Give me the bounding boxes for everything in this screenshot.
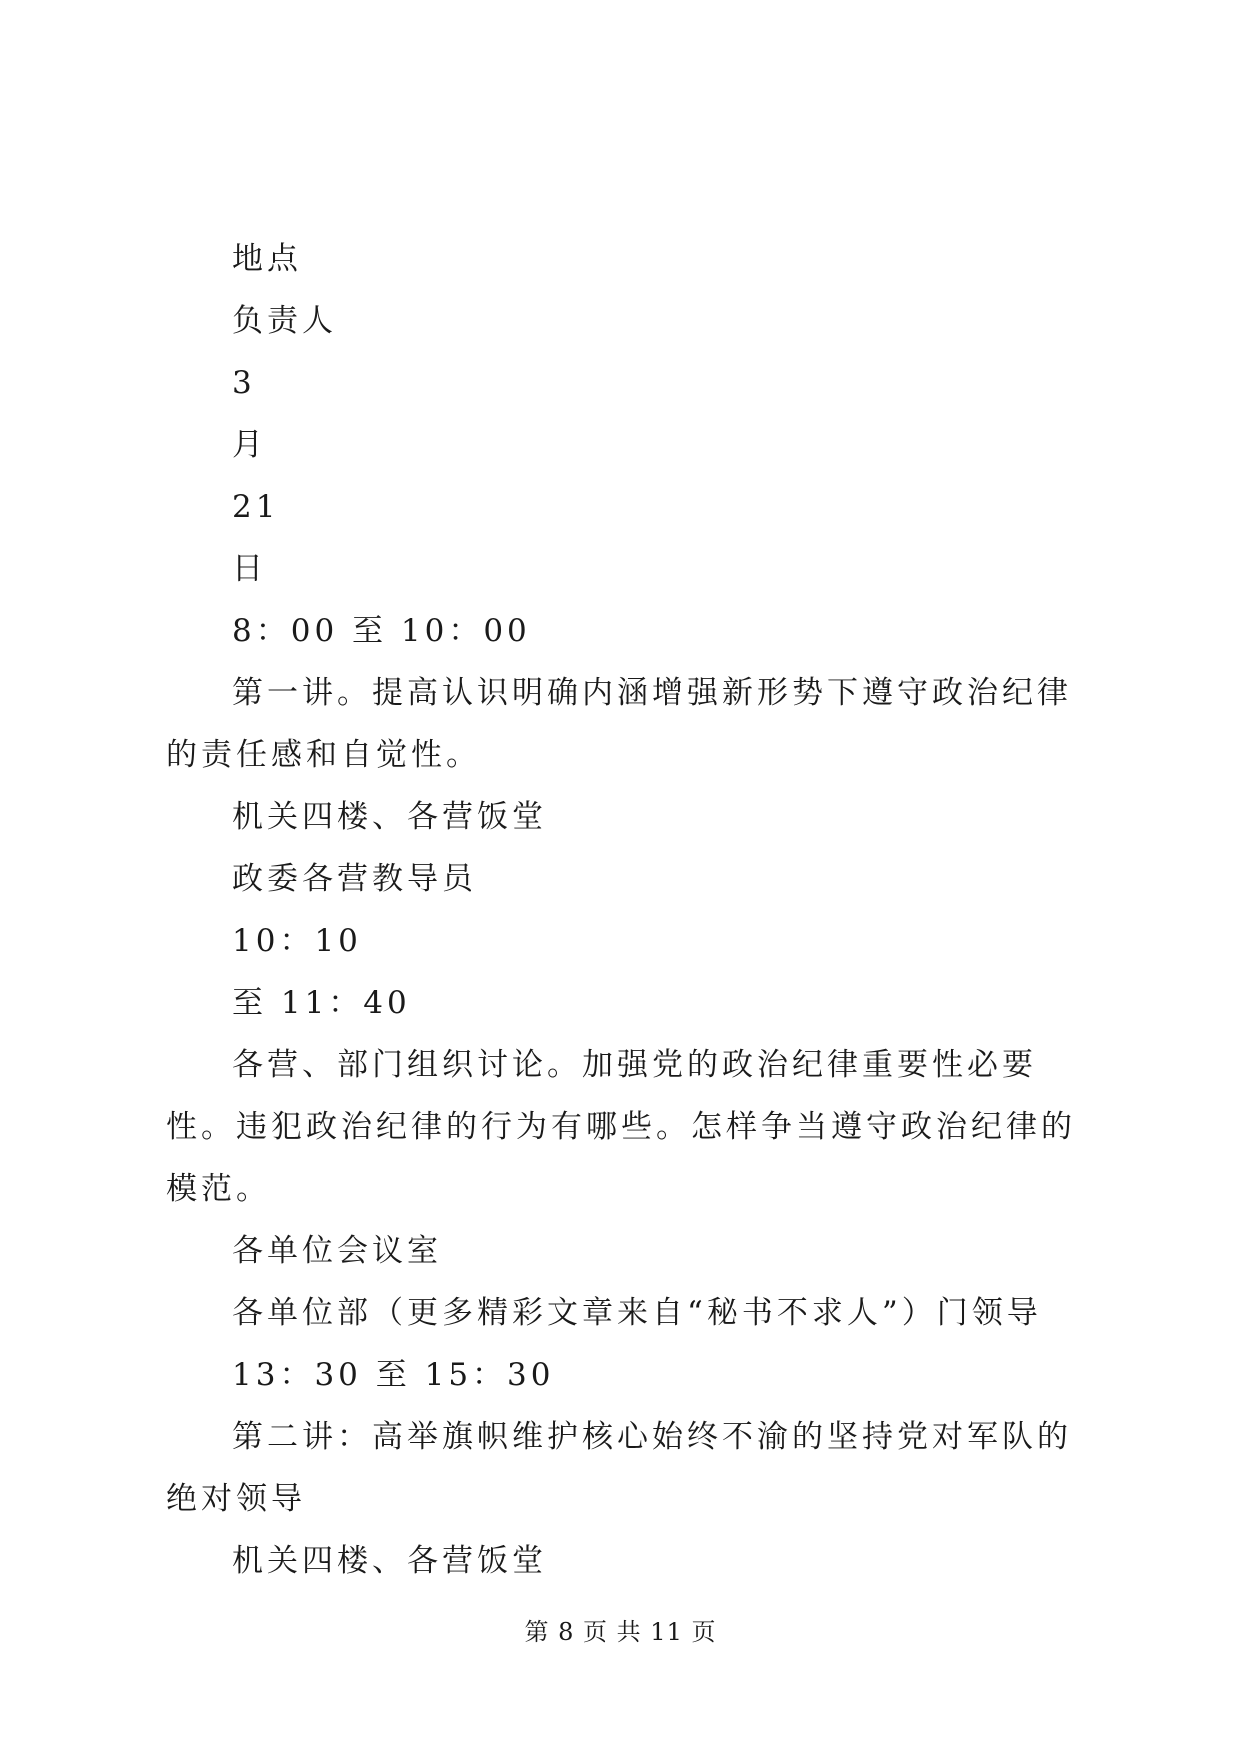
text-line-time-start-2: 10：10: [232, 923, 362, 959]
text-line-responsible-2: 各单位部（更多精彩文章来自“秘书不求人”）门领导: [232, 1295, 1042, 1331]
text-line-day-label: 日: [232, 551, 267, 587]
text-line-time-end-2: 至 11：40: [232, 985, 411, 1021]
paragraph-discussion: 各营、部门组织讨论。加强党的政治纪律重要性必要性。违犯政治纪律的行为有哪些。怎样争当遵守政治纪律的模范。: [166, 1047, 1076, 1207]
text-line-time-range-1: 8：00 至 10：00: [232, 613, 531, 649]
text-line-responsible-1: 政委各营教导员: [232, 861, 477, 897]
text-line-location-3: 机关四楼、各营饭堂: [232, 1543, 547, 1579]
page-number-footer: 第 8 页 共 11 页: [524, 1618, 717, 1646]
text-line-month-label: 月: [232, 427, 267, 463]
text-line-location-1: 机关四楼、各营饭堂: [232, 799, 547, 835]
paragraph-lecture-2: 第二讲：高举旗帜维护核心始终不渝的坚持党对军队的绝对领导: [166, 1419, 1072, 1517]
text-line-month-number: 3: [232, 365, 256, 401]
text-line-location-2: 各单位会议室: [232, 1233, 442, 1269]
paragraph-lecture-1: 第一讲。提高认识明确内涵增强新形势下遵守政治纪律的责任感和自觉性。: [166, 675, 1072, 773]
text-line-location-header: 地点: [232, 241, 302, 277]
text-line-person-in-charge-header: 负责人: [232, 303, 337, 339]
text-line-time-range-3: 13：30 至 15：30: [232, 1357, 555, 1393]
document-body: [166, 228, 1086, 1592]
text-line-day-number: 21: [232, 489, 280, 525]
